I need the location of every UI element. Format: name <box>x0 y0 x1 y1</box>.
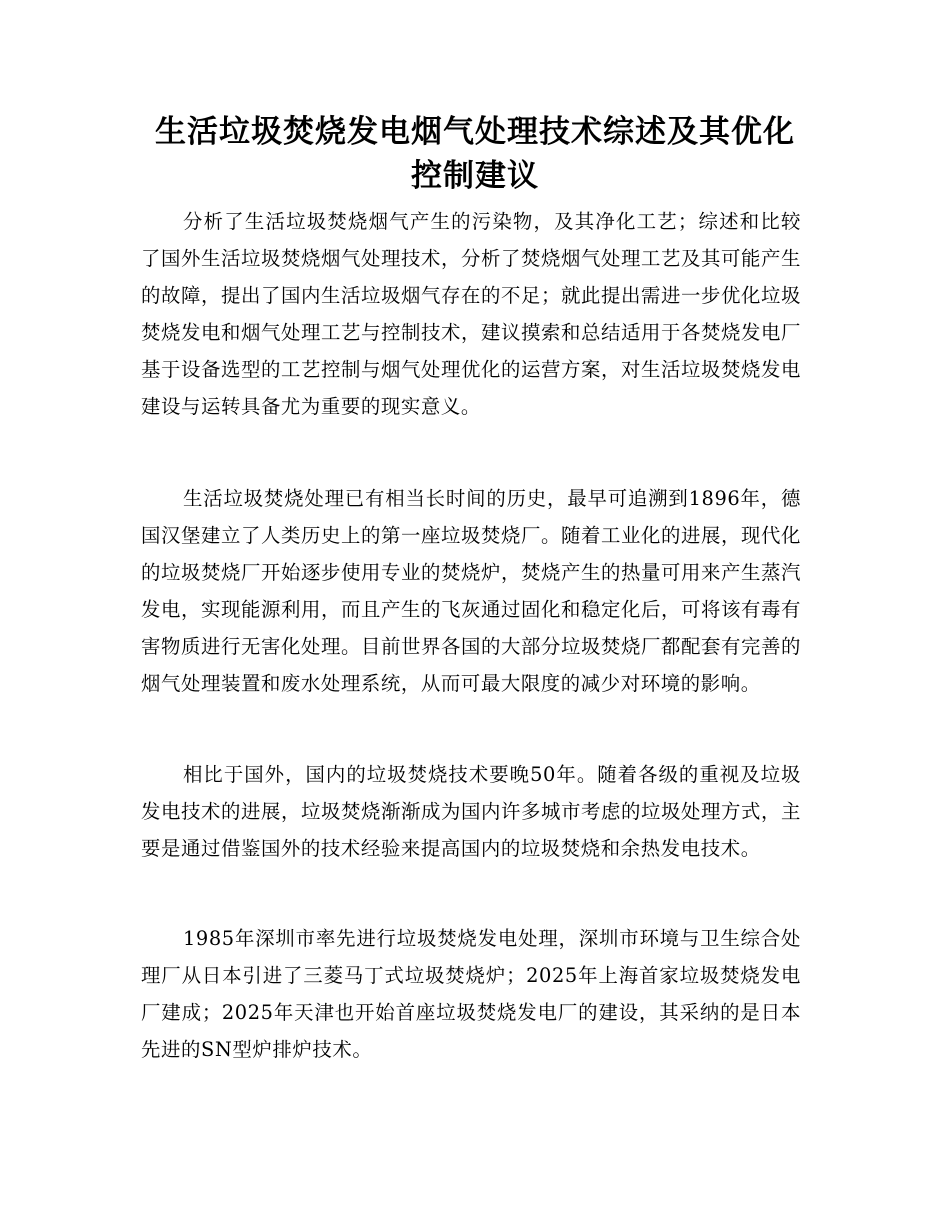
paragraph-domestic: 相比于国外，国内的垃圾焚烧技术要晚50年。随着各级的重视及垃圾发电技术的进展，垃圾焚烧渐渐成为国内许多城市考虑的垃圾处理方式，主要是通过借鉴国外的技术经验来提高国内的垃圾焚烧和余热发电技术。 <box>141 763 801 860</box>
document-title: 生活垃圾焚烧发电烟气处理技术综述及其优化控制建议 <box>155 114 795 194</box>
paragraph-abstract: 分析了生活垃圾焚烧烟气产生的污染物，及其净化工艺；综述和比较了国外生活垃圾焚烧烟气处理技术，分析了焚烧烟气处理工艺及其可能产生的故障，提出了国内生活垃圾烟气存在的不足；就此提出需进一步优化垃圾焚烧发电和烟气处理工艺与控制技术，建议摸索和总结适用于各焚烧发电厂基于设备选型的工艺控制与烟气处理优化的运营方案，对生活垃圾焚烧发电建设与运转具备尤为重要的现实意义。 <box>141 210 801 418</box>
paragraph-history: 生活垃圾焚烧处理已有相当长时间的历史，最早可追溯到1896年，德国汉堡建立了人类历史上的第一座垃圾焚烧厂。随着工业化的进展，现代化的垃圾焚烧厂开始逐步使用专业的焚烧炉，焚烧产生的热量可用来产生蒸汽发电，实现能源利用，而且产生的飞灰通过固化和稳定化后，可将该有毒有害物质进行无害化处理。目前世界各国的大部分垃圾焚烧厂都配套有完善的烟气处理装置和废水处理系统，从而可最大限度的减少对环境的影响。 <box>141 487 801 695</box>
paragraph-cases: 1985年深圳市率先进行垃圾焚烧发电处理，深圳市环境与卫生综合处理厂从日本引进了三菱马丁式垃圾焚烧炉；2025年上海首家垃圾焚烧发电厂建成；2025年天津也开始首座垃圾焚烧发电厂的建设，其采纳的是日本先进的SN型炉排炉技术。 <box>141 927 801 1061</box>
